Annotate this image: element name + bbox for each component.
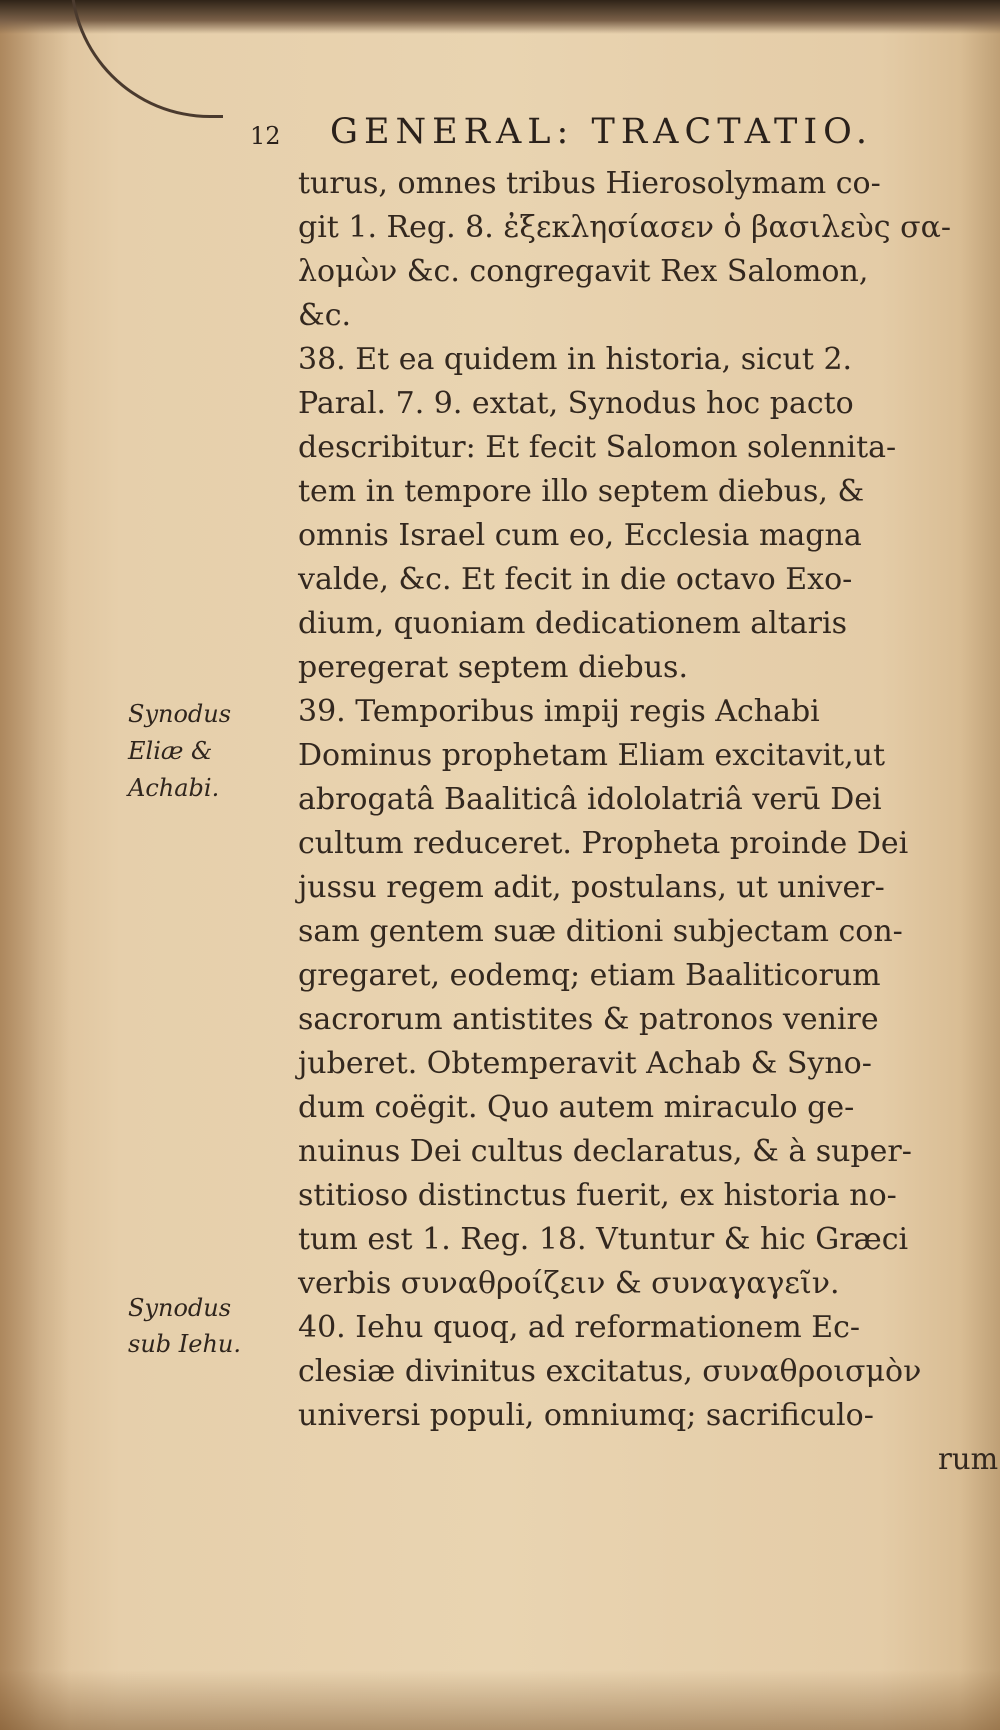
text-line: gregaret, eodemq; etiam Baaliticorum [298,958,881,993]
margin-note-iehu-line-2: sub Iehu. [128,1330,241,1358]
text-line: tem in tempore illo septem diebus, & [298,474,865,509]
text-line: Paral. 7. 9. extat, Synodus hoc pacto [298,386,854,421]
text-line: abrogatâ Baaliticâ idololatriâ verū Dei [298,782,882,817]
text-line: nuinus Dei cultus declaratus, & à super- [298,1134,912,1169]
text-line: jussu regem adit, postulans, ut univer- [298,870,885,905]
margin-note-elias-line-3: Achabi. [128,774,220,802]
text-line: valde, &c. Et fecit in die octavo Exo- [298,562,853,597]
text-line: verbis συναθροίζειν & συναγαγεῖν. [298,1266,840,1301]
text-line: dium, quoniam dedicationem altaris [298,606,847,641]
text-line: clesiæ divinitus excitatus, συναθροισμὸν [298,1354,922,1389]
text-line: λομὼν &c. congregavit Rex Salomon, [298,254,869,289]
text-line: turus, omnes tribus Hierosolymam co- [298,166,881,201]
text-line: rum [938,1442,999,1477]
margin-note-iehu-line-1: Synodus [128,1294,232,1322]
text-line: 39. Temporibus impij regis Achabi [298,694,820,729]
running-title: GENERAL: TRACTATIO. [330,112,873,152]
text-line: juberet. Obtemperavit Achab & Syno- [298,1046,872,1081]
page-number: 12 [250,122,281,150]
text-line: stitioso distinctus fuerit, ex historia no- [298,1178,897,1213]
text-line: omnis Israel cum eo, Ecclesia magna [298,518,862,553]
text-line: tum est 1. Reg. 18. Vtuntur & hic Græci [298,1222,909,1257]
text-line: git 1. Reg. 8. ἐξεκλησίασεν ὁ βασιλεὺς σα- [298,210,951,245]
text-line: universi populi, omniumq; sacrificulo- [298,1398,874,1433]
text-line: describitur: Et fecit Salomon solennita- [298,430,897,465]
text-line: sam gentem suæ ditioni subjectam con- [298,914,903,949]
margin-note-elias-line-1: Synodus [128,700,232,728]
text-line: 40. Iehu quoq, ad reformationem Ec- [298,1310,861,1345]
text-line: Dominus prophetam Eliam excitavit,ut [298,738,886,773]
text-line: &c. [298,298,352,333]
margin-note-elias-line-2: Eliæ & [128,737,213,765]
text-line: 38. Et ea quidem in historia, sicut 2. [298,342,853,377]
text-line: dum coëgit. Quo autem miraculo ge- [298,1090,855,1125]
text-line: peregerat septem diebus. [298,650,688,685]
text-line: cultum reduceret. Propheta proinde Dei [298,826,909,861]
text-line: sacrorum antistites & patronos venire [298,1002,879,1037]
